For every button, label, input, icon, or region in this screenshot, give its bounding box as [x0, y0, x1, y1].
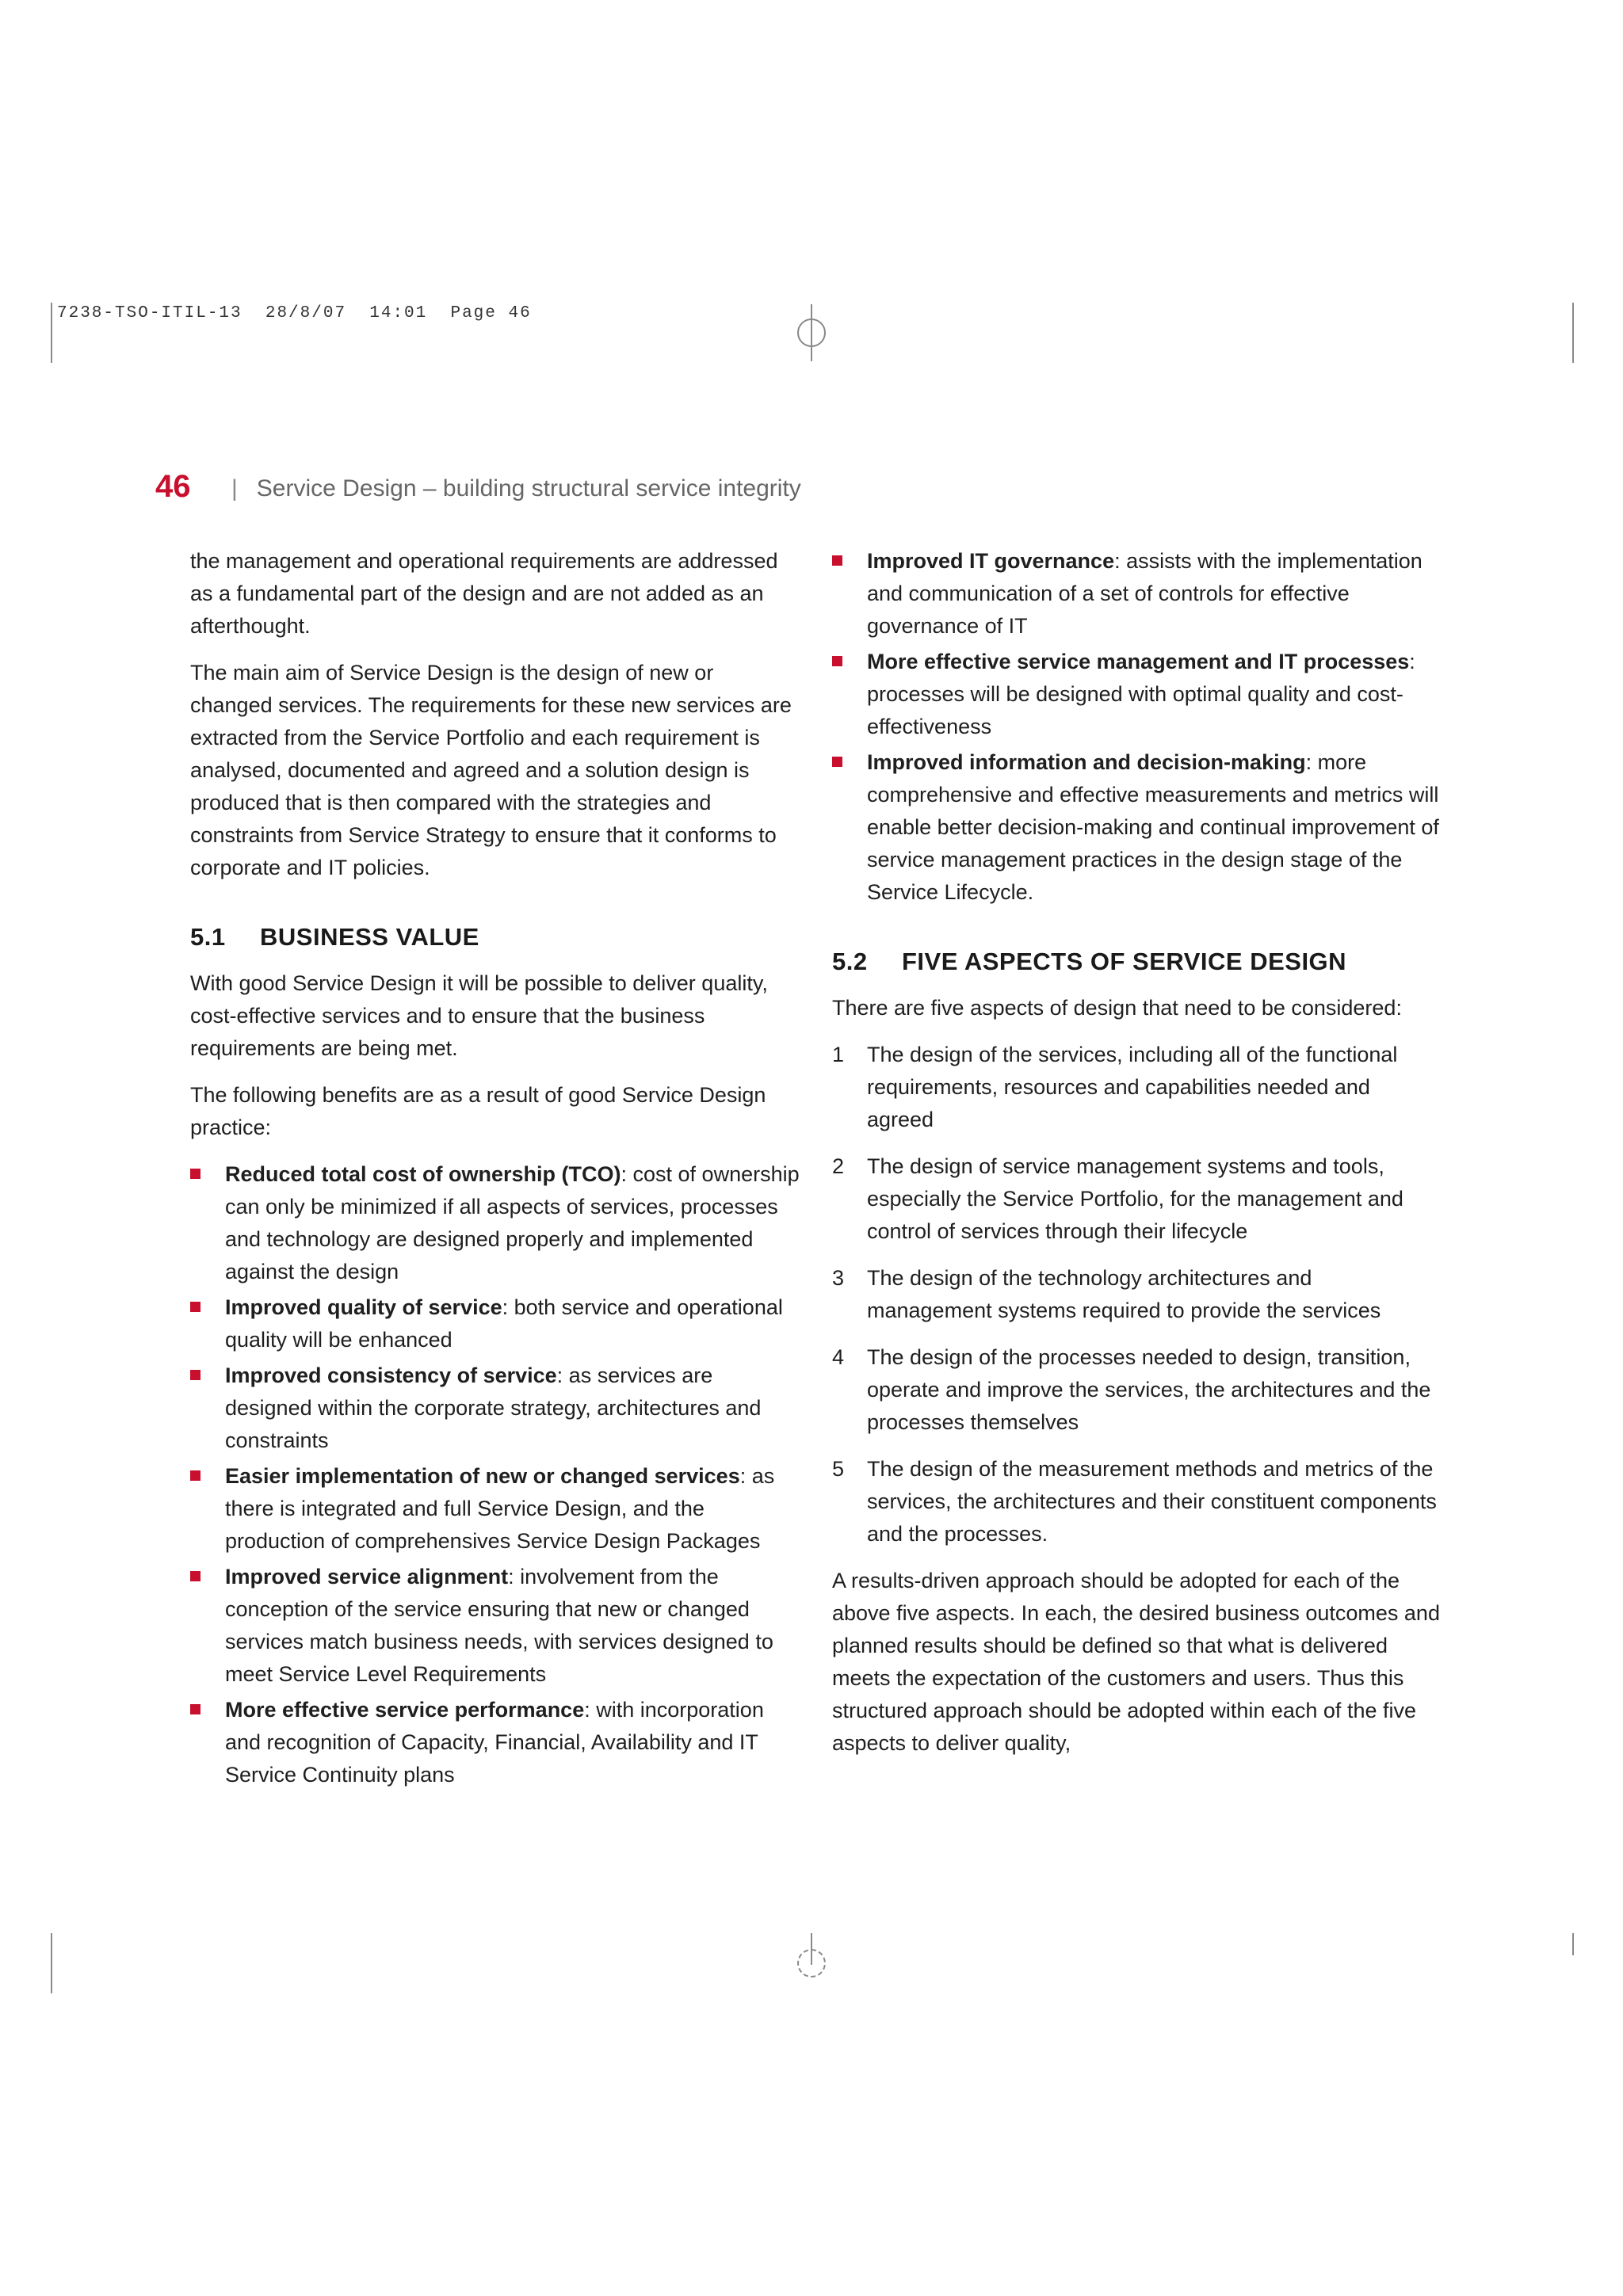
- benefits-list-left: [190, 1158, 800, 1791]
- benefit-text: : processes will be designed with optimal quality and cost-effectiveness: [867, 650, 1415, 738]
- aspect-text: The design of service management systems and tools, especially the Service Portfolio, for the management and control of services through their lifecycle: [867, 1154, 1403, 1243]
- benefit-term: Easier implementation of new or changed services: [225, 1464, 740, 1488]
- item-number: 2: [832, 1154, 845, 1178]
- bullet-square-icon: [190, 1571, 200, 1581]
- main-aim-paragraph: The main aim of Service Design is the design of new or changed services. The requirements for these new services are extracted from the Service Portfolio and each requirement is analysed, documented and agreed and a solution design is produced that is then compared with the strategies and constraints from Service Strategy to ensure that it conforms to corporate and IT policies.: [190, 661, 792, 879]
- item-number: 4: [832, 1345, 845, 1369]
- section-heading-5-2: [832, 945, 1442, 978]
- item-number: 3: [832, 1266, 845, 1290]
- list-item: [832, 1039, 1442, 1136]
- intro-paragraph: the management and operational requirements are addressed as a fundamental part of the design and are not added as an afterthought.: [190, 549, 778, 638]
- left-column: [190, 545, 800, 1794]
- list-item: [832, 646, 1442, 743]
- item-number: 1: [832, 1043, 845, 1066]
- aspect-text: The design of the services, including all of the functional requirements, resources and capabilities needed and agreed: [867, 1043, 1398, 1131]
- crop-mark-bottom-right: [1572, 1933, 1574, 1955]
- aspects-intro: There are five aspects of design that need to be considered:: [832, 996, 1402, 1020]
- benefit-term: More effective service management and IT processes: [867, 650, 1410, 673]
- list-item: [190, 1158, 800, 1288]
- crop-mark-top-right: [1572, 303, 1574, 363]
- bullet-square-icon: [190, 1169, 200, 1179]
- list-item: [190, 1561, 800, 1691]
- aspect-text: The design of the measurement methods and metrics of the services, the architectures and their constituent components and the processes.: [867, 1457, 1437, 1546]
- benefit-text: : involvement from the conception of the service ensuring that new or changed services match business needs, with services designed to meet Service Level Requirements: [225, 1565, 773, 1686]
- bullet-square-icon: [190, 1302, 200, 1312]
- benefit-term: Reduced total cost of ownership (TCO): [225, 1162, 621, 1186]
- right-column: [832, 545, 1442, 1774]
- registration-mark-top-vline: [811, 304, 812, 361]
- bullet-square-icon: [190, 1370, 200, 1380]
- bullet-square-icon: [832, 656, 842, 666]
- page-number: 46: [155, 469, 191, 504]
- print-slug: 7238-TSO-ITIL-13 28/8/07 14:01 Page 46: [57, 304, 532, 322]
- benefits-intro: The following benefits are as a result of good Service Design practice:: [190, 1083, 766, 1139]
- benefit-term: Improved IT governance: [867, 549, 1115, 573]
- benefit-text: : both service and operational quality will be enhanced: [225, 1295, 783, 1352]
- running-header: [231, 475, 801, 502]
- bullet-square-icon: [832, 555, 842, 566]
- list-item: [832, 1341, 1442, 1439]
- list-item: [832, 545, 1442, 643]
- running-title: Service Design – building structural service integrity: [256, 475, 801, 502]
- benefit-term: Improved quality of service: [225, 1295, 502, 1319]
- benefit-term: Improved information and decision-making: [867, 750, 1306, 774]
- list-item: [832, 746, 1442, 909]
- list-item: [832, 1262, 1442, 1327]
- bullet-square-icon: [832, 757, 842, 767]
- header-divider: |: [231, 475, 238, 502]
- list-item: [190, 1694, 800, 1791]
- list-item: [832, 1150, 1442, 1248]
- benefit-text: : more comprehensive and effective measurements and metrics will enable better decision-making and continual improvement of service management practices in the design stage of the Service Lifecycle.: [867, 750, 1439, 904]
- list-item: [190, 1460, 800, 1558]
- item-number: 5: [832, 1457, 845, 1481]
- closing-paragraph: A results-driven approach should be adopted for each of the above five aspects. In each, the desired business outcomes and planned results should be defined so that what is delivered meets the expectation of the customers and users. Thus this structured approach should be adopted within each of the five aspects to deliver quality,: [832, 1569, 1440, 1755]
- list-item: [832, 1453, 1442, 1550]
- benefits-list-right: [832, 545, 1442, 909]
- benefit-term: More effective service performance: [225, 1698, 585, 1722]
- bullet-square-icon: [190, 1470, 200, 1481]
- section-title: FIVE ASPECTS OF SERVICE DESIGN: [902, 948, 1347, 975]
- aspect-text: The design of the processes needed to design, transition, operate and improve the services, the architectures and the processes themselves: [867, 1345, 1431, 1434]
- benefit-text: : as there is integrated and full Service Design, and the production of comprehensives Service Design Packages: [225, 1464, 775, 1553]
- benefit-text: : as services are designed within the corporate strategy, architectures and constraints: [225, 1363, 762, 1452]
- registration-mark-bottom-vline: [811, 1933, 812, 1965]
- benefit-text: : assists with the implementation and communication of a set of controls for effective governance of IT: [867, 549, 1423, 638]
- section-number: 5.1: [190, 923, 226, 951]
- aspect-text: The design of the technology architectures and management systems required to provide the services: [867, 1266, 1381, 1322]
- crop-mark-bottom-left: [51, 1933, 52, 1993]
- benefit-term: Improved service alignment: [225, 1565, 509, 1589]
- section-heading-5-1: [190, 921, 800, 953]
- crop-mark-top-left: [51, 303, 52, 363]
- aspects-list: [832, 1039, 1442, 1550]
- benefit-term: Improved consistency of service: [225, 1363, 557, 1387]
- list-item: [190, 1291, 800, 1356]
- benefit-text: : with incorporation and recognition of Capacity, Financial, Availability and IT Service Continuity plans: [225, 1698, 764, 1787]
- section-number: 5.2: [832, 948, 868, 975]
- list-item: [190, 1360, 800, 1457]
- bullet-square-icon: [190, 1704, 200, 1714]
- benefit-text: : cost of ownership can only be minimized if all aspects of services, processes and technology are designed properly and implemented against the design: [225, 1162, 800, 1283]
- business-value-paragraph: With good Service Design it will be possible to deliver quality, cost-effective services and to ensure that the business requirements are being met.: [190, 971, 768, 1060]
- section-title: BUSINESS VALUE: [260, 923, 479, 951]
